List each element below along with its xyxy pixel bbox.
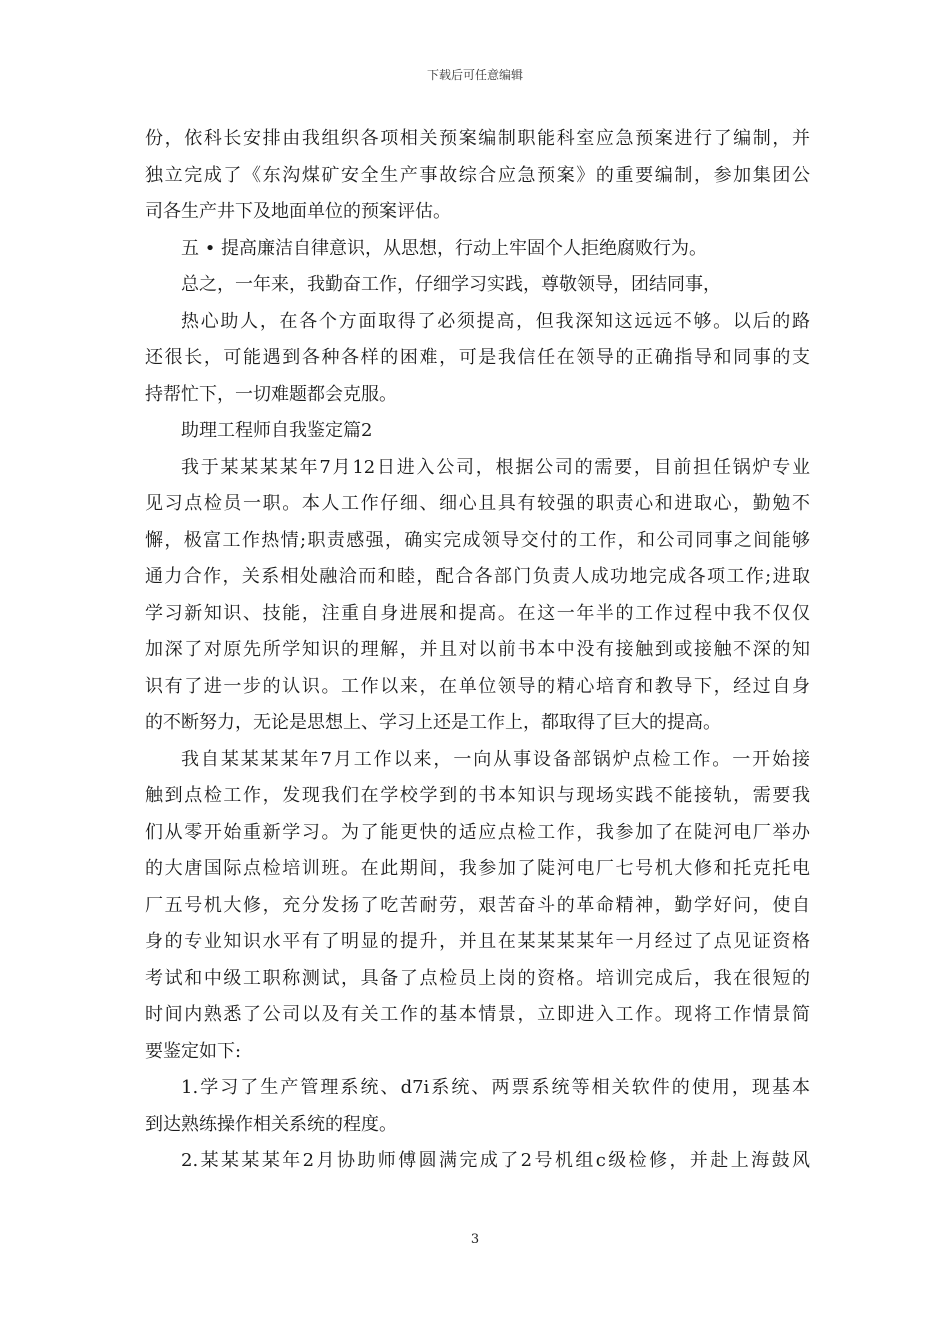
text-line-21: 的大唐国际点检培训班。在此期间，我参加了陡河电厂七号机大修和托克托电 <box>145 858 810 879</box>
page-number: 3 <box>470 1232 480 1247</box>
text-line-24: 考试和中级工职称测试，具备了点检员上岗的资格。培训完成后，我在很短的 <box>145 967 810 989</box>
text-line-12: 懈，极富工作热情;职责感强，确实完成领导交付的工作，和公司同事之间能够 <box>145 529 810 551</box>
text-line-29: 2.某某某某年2月协助师傅圆满完成了2号机组c级检修，并赴上海鼓风 <box>181 1150 810 1171</box>
page-header: 下载后可任意编辑 <box>426 68 523 82</box>
text-line-8: 持帮忙下，一切难题都会克服。 <box>145 383 397 405</box>
text-line-14: 学习新知识、技能，注重自身进展和提高。在这一年半的工作过程中我不仅仅 <box>145 602 810 624</box>
text-line-25: 时间内熟悉了公司以及有关工作的基本情景，立即进入工作。现将工作情景简 <box>145 1004 810 1025</box>
text-line-2: 独立完成了《东沟煤矿安全生产事故综合应急预案》的重要编制，参加集团公 <box>145 164 810 186</box>
text-line-6: 热心助人，在各个方面取得了必须提高，但我深知这远远不够。以后的路 <box>181 310 810 332</box>
text-line-26: 要鉴定如下: <box>145 1040 242 1062</box>
text-line-11: 见习点检员一职。本人工作仔细、细心且具有较强的职责心和进取心，勤勉不 <box>145 493 810 514</box>
text-line-18: 我自某某某某年7月工作以来，一向从事设备部锅炉点检工作。一开始接 <box>181 748 810 770</box>
document-body <box>145 121 810 1180</box>
text-line-28: 到达熟练操作相关系统的程度。 <box>145 1113 397 1135</box>
text-line-27: 1.学习了生产管理系统、d7i系统、两票系统等相关软件的使用，现基本 <box>181 1077 810 1098</box>
text-line-10: 我于某某某某年7月12日进入公司，根据公司的需要，目前担任锅炉专业 <box>181 456 810 478</box>
text-line-1: 份，依科长安排由我组织各项相关预案编制职能科室应急预案进行了编制，并 <box>145 128 810 149</box>
section-heading: 助理工程师自我鉴定篇2 <box>181 420 373 441</box>
text-line-5: 总之，一年来，我勤奋工作，仔细学习实践，尊敬领导，团结同事， <box>181 274 721 295</box>
text-line-15: 加深了对原先所学知识的理解，并且对以前书本中没有接触到或接触不深的知 <box>145 639 810 660</box>
text-line-17: 的不断努力，无论是思想上、学习上还是工作上，都取得了巨大的提高。 <box>145 712 721 733</box>
text-line-7: 还很长，可能遇到各种各样的困难，可是我信任在领导的正确指导和同事的支 <box>145 347 810 368</box>
text-line-19: 触到点检工作，发现我们在学校学到的书本知识与现场实践不能接轨，需要我 <box>145 785 810 806</box>
text-line-23: 身的专业知识水平有了明显的提升，并且在某某某某年一月经过了点见证资格 <box>145 931 810 952</box>
text-line-4: 五 • 提高廉洁自律意识，从思想，行动上牢固个人拒绝腐败行为。 <box>181 237 708 259</box>
text-line-16: 识有了进一步的认识。工作以来，在单位领导的精心培育和教导下，经过自身 <box>145 675 810 697</box>
text-line-22: 厂五号机大修，充分发扬了吃苦耐劳，艰苦奋斗的革命精神，勤学好问，使自 <box>145 894 810 916</box>
text-line-20: 们从零开始重新学习。为了能更快的适应点检工作，我参加了在陡河电厂举办 <box>145 821 810 843</box>
text-line-3: 司各生产井下及地面单位的预案评估。 <box>145 201 451 222</box>
text-line-13: 通力合作，关系相处融洽而和睦，配合各部门负责人成功地完成各项工作;进取 <box>145 566 810 587</box>
